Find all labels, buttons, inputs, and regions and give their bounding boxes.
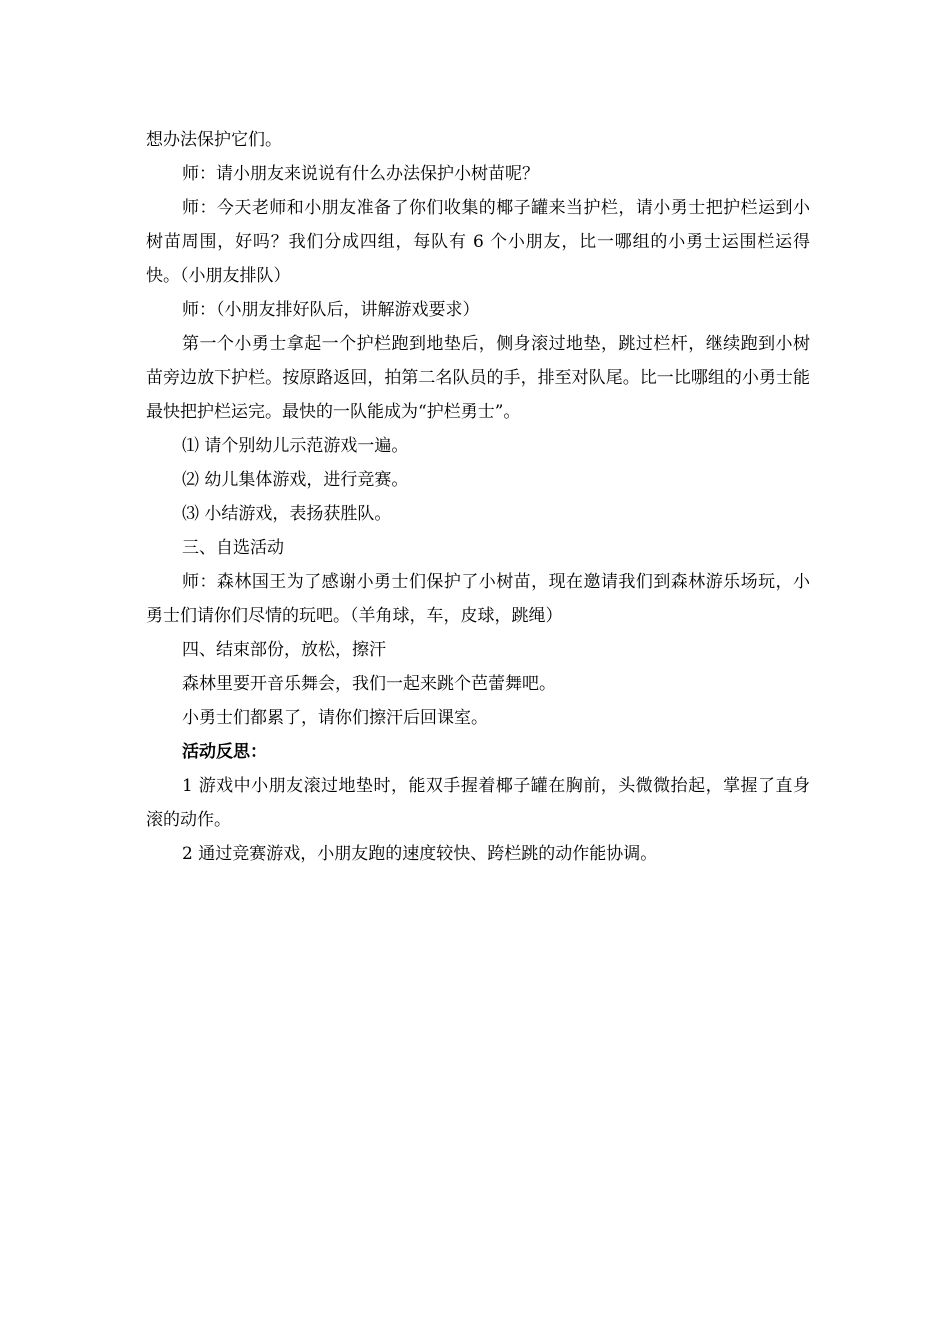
document-body: [146, 123, 810, 871]
list-item-step-2: ⑵ 幼儿集体游戏，进行竞赛。: [182, 470, 409, 490]
paragraph-continuation: 想办法保护它们。: [146, 130, 282, 150]
paragraph-music-dance: 森林里要开音乐舞会，我们一起来跳个芭蕾舞吧。: [182, 674, 556, 694]
reflection-item-2: 2 通过竞赛游戏，小朋友跑的速度较快、跨栏跳的动作能协调。: [182, 844, 658, 864]
paragraph-wipe-sweat: 小勇士们都累了，请你们擦汗后回课室。: [182, 708, 488, 728]
paragraph-game-procedure: 第一个小勇士拿起一个护栏跑到地垫后，侧身滚过地垫，跳过栏杆，继续跑到小树苗旁边放下护栏。按原路返回，拍第二名队员的手，排至对队尾。比一比哪组的小勇士能最快把护栏运完。最快的一队能成为“护栏勇士”。: [146, 334, 810, 422]
section-heading-free-activity: 三、自选活动: [182, 538, 284, 558]
list-item-step-1: ⑴ 请个别幼儿示范游戏一遍。: [182, 436, 409, 456]
section-heading-ending: 四、结束部份，放松，擦汗: [182, 640, 386, 660]
reflection-item-1: 1 游戏中小朋友滚过地垫时，能双手握着椰子罐在胸前，头微微抬起，掌握了直身滚的动作。: [146, 776, 810, 830]
paragraph-forest-king: 师：森林国王为了感谢小勇士们保护了小树苗，现在邀请我们到森林游乐场玩，小勇士们请你们尽情的玩吧。（羊角球，车，皮球，跳绳）: [146, 572, 810, 626]
paragraph-teacher-question: 师：请小朋友来说说有什么办法保护小树苗呢？: [182, 164, 539, 184]
list-item-step-3: ⑶ 小结游戏，表扬获胜队。: [182, 504, 392, 524]
paragraph-teacher-task: 师：今天老师和小朋友准备了你们收集的椰子罐来当护栏，请小勇士把护栏运到小树苗周围，好吗？我们分成四组，每队有 6 个小朋友，比一哪组的小勇士运围栏运得快。（小朋友排队）: [146, 198, 810, 286]
paragraph-teacher-rules: 师：（小朋友排好队后，讲解游戏要求）: [182, 300, 480, 320]
section-heading-reflection: 活动反思：: [182, 742, 267, 762]
